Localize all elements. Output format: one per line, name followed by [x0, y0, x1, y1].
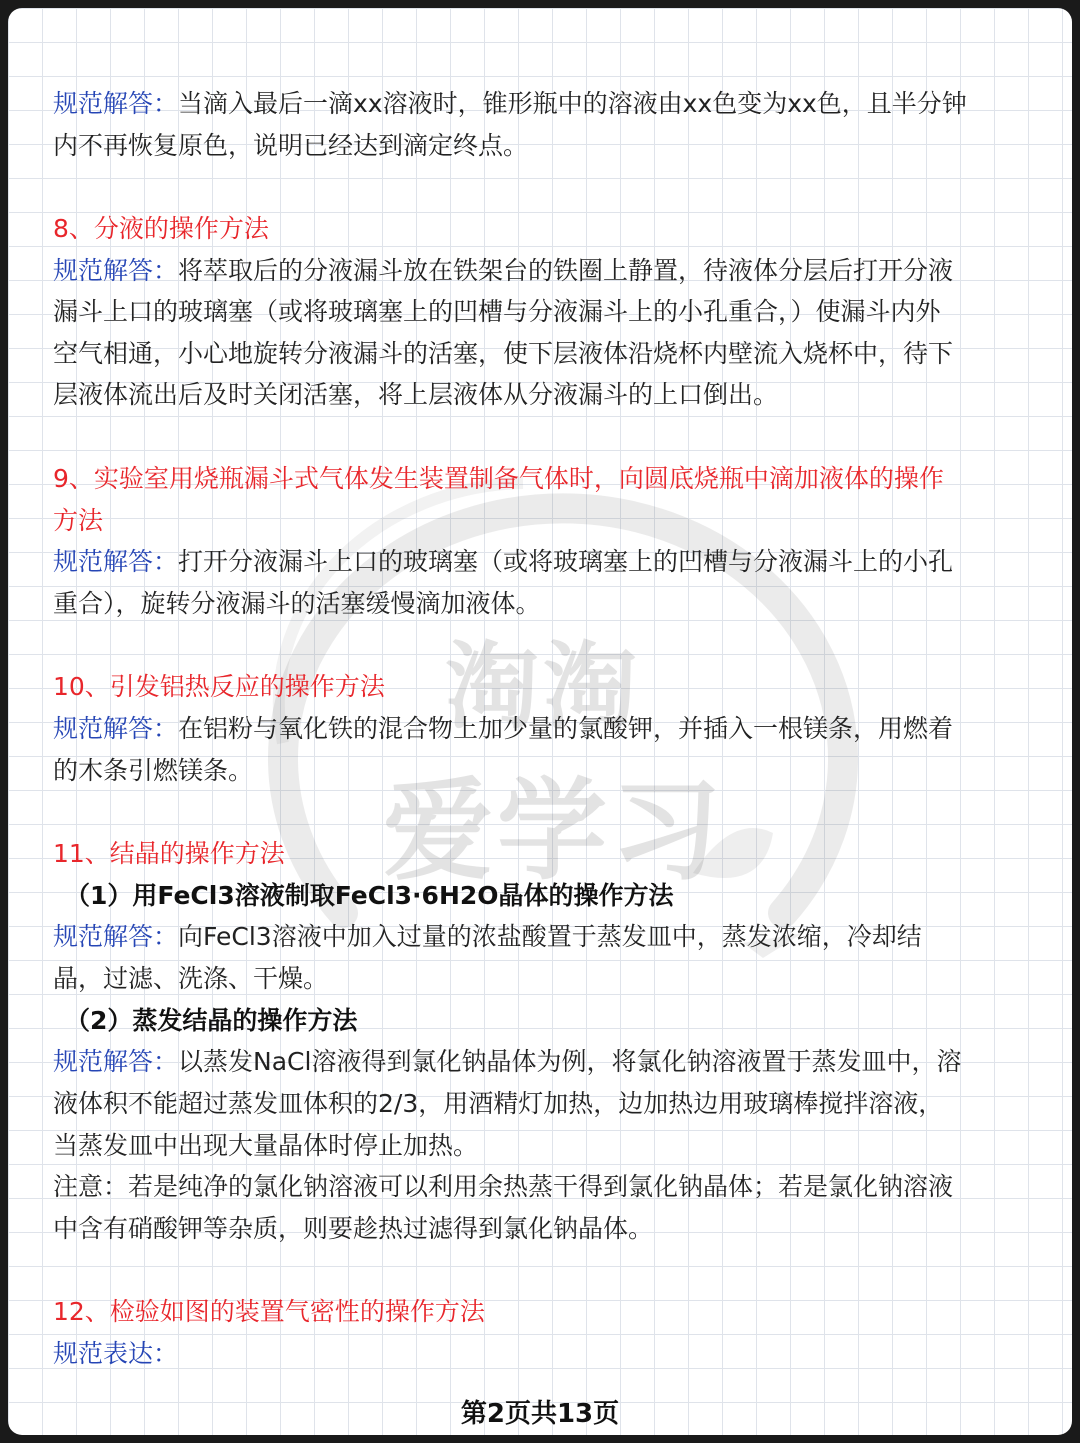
answer-label: 规范解答： — [53, 89, 179, 118]
answer-label: 规范解答： — [53, 922, 179, 951]
answer-label: 规范解答： — [53, 714, 179, 743]
note-line: 注意：若是纯净的氯化钠溶液可以利用余热蒸干得到氯化钠晶体；若是氯化钠溶液 — [53, 1172, 954, 1201]
answer-text: 在铝粉与氧化铁的混合物上加少量的氯酸钾，并插入一根镁条，用燃着 — [178, 714, 954, 743]
answer-label: 规范解答： — [53, 256, 179, 285]
answer-label: 规范解答： — [53, 547, 179, 576]
text-line — [53, 83, 998, 125]
document-page — [8, 8, 1072, 1435]
text-line: 重合），旋转分液漏斗的活塞缓慢滴加液体。 — [53, 589, 541, 618]
page-number-footer: 第2页共13页 — [460, 1399, 620, 1429]
answer-text: 将萃取后的分液漏斗放在铁架台的铁圈上静置，待液体分层后打开分液 — [178, 256, 954, 285]
answer-text: 以蒸发NaCl溶液得到氯化钠晶体为例，将氯化钠溶液置于蒸发皿中，溶 — [178, 1047, 962, 1076]
section-heading-12: 12、检验如图的装置气密性的操作方法 — [53, 1297, 485, 1326]
text-line: 液体积不能超过蒸发皿体积的2/3，用酒精灯加热，边加热边用玻璃棒搅拌溶液， — [53, 1089, 944, 1118]
text-line: 内不再恢复原色，说明已经达到滴定终点。 — [53, 131, 529, 160]
note-line: 中含有硝酸钾等杂质，则要趁热过滤得到氯化钠晶体。 — [53, 1214, 654, 1243]
watermark-text-line1: 淘淘 — [445, 632, 642, 742]
text-line — [53, 250, 998, 292]
text-line — [53, 541, 998, 583]
section-heading-8: 8、分液的操作方法 — [53, 214, 269, 243]
text-line: 层液体流出后及时关闭活塞，将上层液体从分液漏斗的上口倒出。 — [53, 380, 779, 409]
watermark-text-line2: 爱学习 — [383, 766, 725, 895]
section-heading-9-cont: 方法 — [53, 506, 104, 535]
text-line: 当蒸发皿中出现大量晶体时停止加热。 — [53, 1131, 479, 1160]
answer-text: 向FeCl3溶液中加入过量的浓盐酸置于蒸发皿中，蒸发浓缩，冷却结 — [178, 922, 922, 951]
text-line — [53, 916, 998, 958]
subsection-heading-1: （1）用FeCl3溶液制取FeCl3·6H2O晶体的操作方法 — [65, 881, 674, 910]
text-line — [53, 1041, 998, 1083]
answer-label: 规范表达： — [53, 1339, 179, 1368]
answer-label: 规范解答： — [53, 1047, 179, 1076]
text-line: 空气相通，小心地旋转分液漏斗的活塞，使下层液体沿烧杯内壁流入烧杯中，待下 — [53, 339, 954, 368]
answer-text: 当滴入最后一滴xx溶液时，锥形瓶中的溶液由xx色变为xx色，且半分钟 — [178, 89, 967, 118]
text-line — [53, 1333, 998, 1375]
text-line: 晶，过滤、洗涤、干燥。 — [53, 964, 329, 993]
section-heading-9: 9、实验室用烧瓶漏斗式气体发生装置制备气体时，向圆底烧瓶中滴加液体的操作 — [53, 464, 944, 493]
text-line: 的木条引燃镁条。 — [53, 756, 254, 785]
text-line: 漏斗上口的玻璃塞（或将玻璃塞上的凹槽与分液漏斗上的小孔重合，）使漏斗内外 — [53, 297, 941, 326]
section-heading-11: 11、结晶的操作方法 — [53, 839, 285, 868]
section-heading-10: 10、引发铝热反应的操作方法 — [53, 672, 385, 701]
subsection-heading-2: （2）蒸发结晶的操作方法 — [65, 1006, 358, 1035]
answer-text: 打开分液漏斗上口的玻璃塞（或将玻璃塞上的凹槽与分液漏斗上的小孔 — [178, 547, 954, 576]
text-line — [53, 708, 998, 750]
